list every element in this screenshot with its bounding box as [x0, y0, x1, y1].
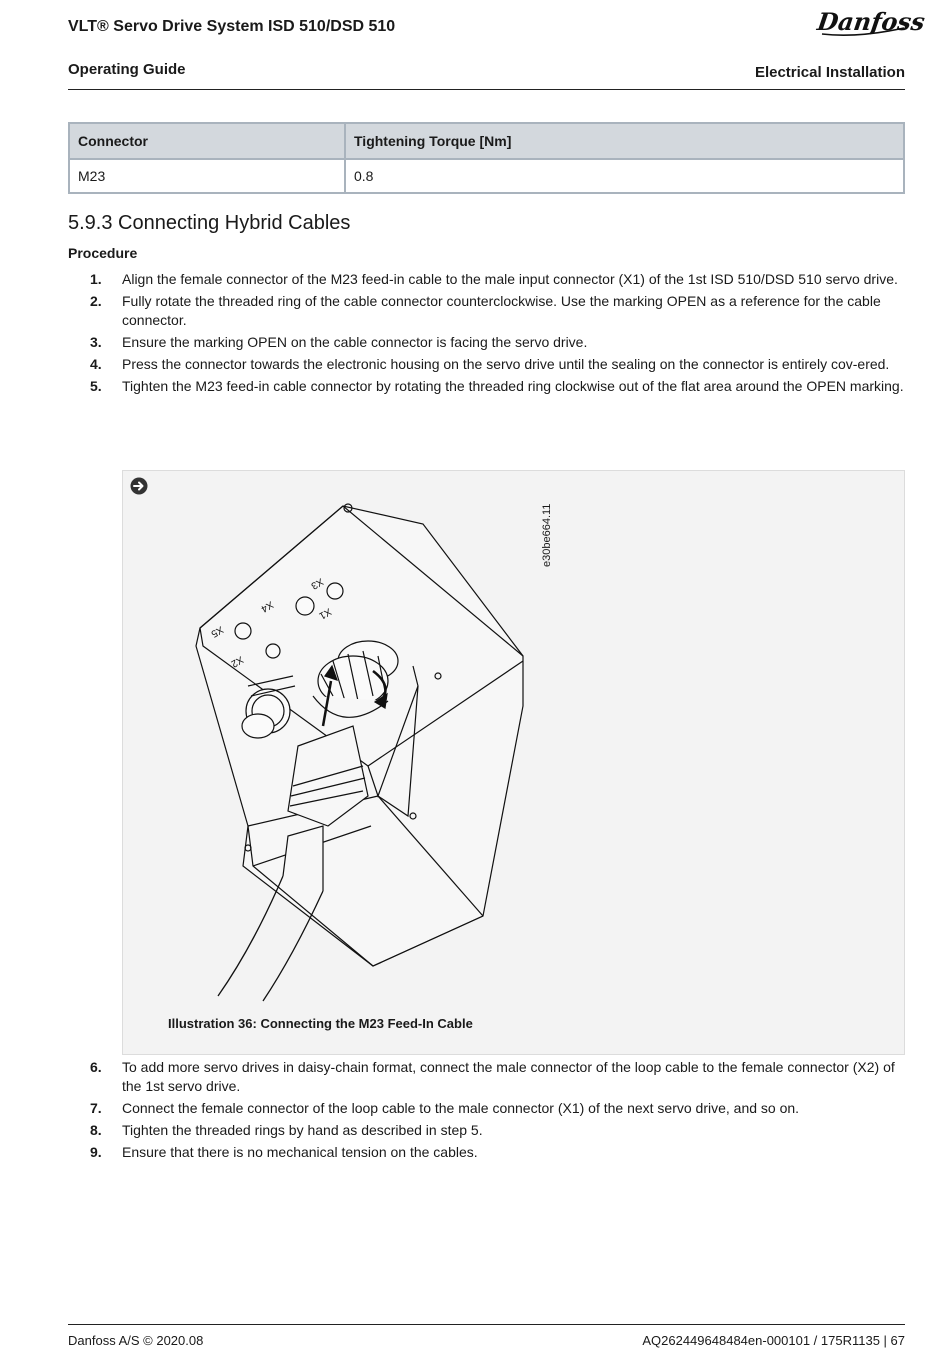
footer-copyright: Danfoss A/S © 2020.08 [68, 1333, 204, 1348]
procedure-steps [68, 270, 905, 399]
list-item [68, 1099, 905, 1118]
danfoss-logo [815, 4, 927, 40]
connector-label-x1: X1 [316, 605, 333, 622]
servo-drive-illustration [193, 496, 613, 996]
step-text: Ensure that there is no mechanical tension on the cables. [122, 1144, 478, 1160]
connector-label-x2: X2 [228, 653, 245, 670]
step-number: 4. [90, 356, 102, 372]
column-header: Connector [69, 123, 345, 159]
procedure-steps-continued [68, 1058, 905, 1165]
arrow-right-circle-icon [130, 477, 148, 495]
step-text: Tighten the M23 feed-in cable connector by rotating the threaded ring clockwise out of the flat area around the OPEN marking. [122, 378, 904, 394]
procedure-label: Procedure [68, 245, 138, 261]
step-text: Connect the female connector of the loop cable to the male connector (X1) of the next servo drive, and so on. [122, 1100, 800, 1116]
step-number: 3. [90, 334, 102, 350]
step-text: Align the female connector of the M23 feed-in cable to the male input connector (X1) of the 1st ISD 510/DSD 510 servo drive. [122, 271, 898, 287]
list-item [68, 1058, 905, 1096]
section-heading: 5.9.3 Connecting Hybrid Cables [68, 212, 351, 234]
figure-code: e30be664.11 [541, 503, 553, 567]
list-item [68, 1121, 905, 1140]
connector-label-x4: X4 [258, 598, 275, 615]
step-number: 6. [90, 1059, 102, 1075]
step-number: 8. [90, 1122, 102, 1138]
list-item [68, 270, 905, 289]
header-rule [68, 89, 905, 90]
table-header-row [69, 123, 904, 159]
step-text: To add more servo drives in daisy-chain format, connect the male connector of the loop cable to the female connector (X2) of the 1st servo drive. [122, 1059, 895, 1094]
step-number: 5. [90, 378, 102, 394]
step-text: Ensure the marking OPEN on the cable connector is facing the servo drive. [122, 334, 588, 350]
step-number: 9. [90, 1144, 102, 1160]
list-item [68, 1143, 905, 1162]
table-cell: M23 [69, 159, 345, 193]
step-number: 1. [90, 271, 102, 287]
illustration-panel [122, 470, 905, 1055]
section-title: Electrical Installation [754, 64, 905, 81]
document-title: VLT® Servo Drive System ISD 510/DSD 510 [68, 18, 396, 35]
step-number: 2. [90, 293, 102, 309]
list-item [68, 292, 905, 330]
step-number: 7. [90, 1100, 102, 1116]
table-row [69, 159, 904, 193]
connector-label-x5: X5 [208, 623, 225, 640]
footer-rule [68, 1324, 905, 1325]
document-subtitle: Operating Guide [68, 61, 186, 78]
svg-text:Danfoss: Danfoss [815, 7, 927, 36]
step-text: Press the connector towards the electronic housing on the servo drive until the sealing on the connector is entirely cov-ered. [122, 356, 890, 372]
figure-caption: Illustration 36: Connecting the M23 Feed-In Cable [168, 1016, 473, 1031]
list-item [68, 333, 905, 352]
footer-doc-id: AQ262449648484en-000101 / 175R1135 | 67 [642, 1333, 905, 1348]
list-item [68, 355, 905, 374]
list-item [68, 377, 905, 396]
step-text: Fully rotate the threaded ring of the cable connector counterclockwise. Use the marking OPEN as a reference for the cable connector. [122, 293, 881, 328]
column-header: Tightening Torque [Nm] [345, 123, 904, 159]
step-text: Tighten the threaded rings by hand as described in step 5. [122, 1122, 483, 1138]
torque-table [68, 122, 905, 194]
table-cell: 0.8 [345, 159, 904, 193]
connector-label-x3: X3 [308, 575, 325, 592]
